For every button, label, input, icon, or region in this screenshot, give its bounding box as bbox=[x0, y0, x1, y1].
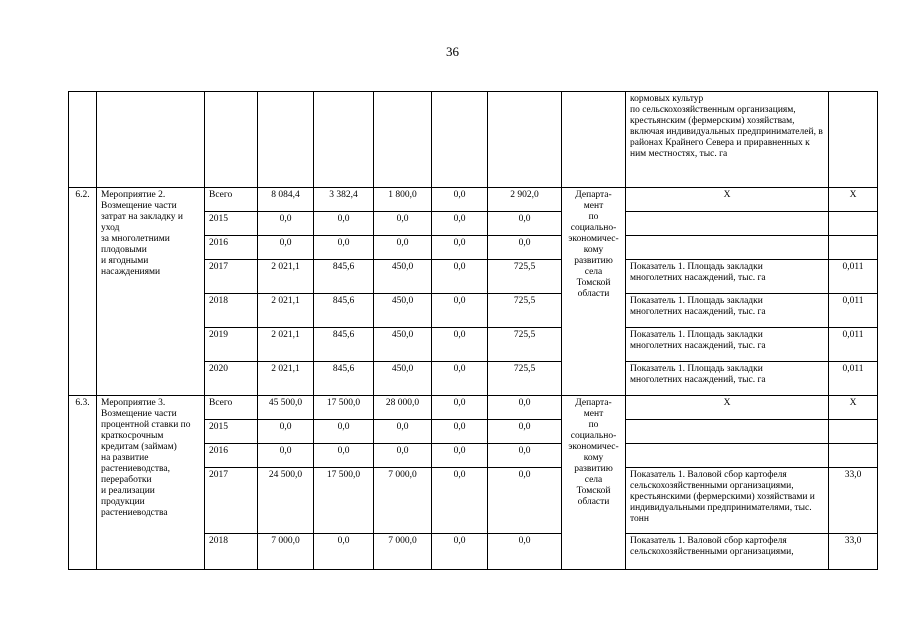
extra-budget-cell: 725,5 bbox=[488, 294, 562, 328]
indicator-value: Х bbox=[829, 396, 878, 420]
continuation-row bbox=[69, 92, 878, 188]
indicator-value: 0,011 bbox=[829, 294, 878, 328]
indicator-cell: Показатель 1. Площадь закладки многолетних насаждений, тыс. га bbox=[626, 294, 829, 328]
indicator-value: 0,011 bbox=[829, 260, 878, 294]
federal-cell: 845,6 bbox=[314, 260, 374, 294]
regional-cell: 1 800,0 bbox=[374, 188, 432, 212]
local-cell: 0,0 bbox=[432, 468, 488, 534]
extra-budget-cell: 2 902,0 bbox=[488, 188, 562, 212]
executor-cell: Департа- мент по социально- экономичес- кому развитию села Томской области bbox=[562, 188, 626, 396]
extra-budget-cell: 0,0 bbox=[488, 396, 562, 420]
local-cell: 0,0 bbox=[432, 420, 488, 444]
measure-name: Мероприятие 2. Возмещение части затрат на закладку и уход за многолетними плодовыми и ягодными насаждениями bbox=[97, 188, 205, 396]
extra-budget-cell: 0,0 bbox=[488, 236, 562, 260]
year-cell: 2019 bbox=[205, 328, 258, 362]
federal-cell: 0,0 bbox=[314, 534, 374, 570]
year-cell: 2016 bbox=[205, 444, 258, 468]
indicator-value: Х bbox=[829, 188, 878, 212]
local-cell: 0,0 bbox=[432, 362, 488, 396]
year-cell: 2018 bbox=[205, 534, 258, 570]
page-number: 36 bbox=[446, 44, 459, 59]
indicator-cell: кормовых культур по сельскохозяйственным организациям, крестьянским (фермерским) хозяйствам, включая индивидуальных предпринимателей, в районах Крайнего Севера и приравненных к ним местностях, тыс. га bbox=[626, 92, 829, 188]
year-cell: 2018 bbox=[205, 294, 258, 328]
regional-cell: 450,0 bbox=[374, 294, 432, 328]
total-cell: 0,0 bbox=[258, 236, 314, 260]
total-cell: 0,0 bbox=[258, 212, 314, 236]
federal-cell: 0,0 bbox=[314, 444, 374, 468]
table-row bbox=[69, 396, 878, 420]
empty-cell bbox=[97, 92, 205, 188]
regional-cell: 450,0 bbox=[374, 362, 432, 396]
total-cell: 0,0 bbox=[258, 420, 314, 444]
total-cell: 2 021,1 bbox=[258, 328, 314, 362]
empty-cell bbox=[432, 92, 488, 188]
empty-cell bbox=[258, 92, 314, 188]
indicator-cell: Показатель 1. Площадь закладки многолетних насаждений, тыс. га bbox=[626, 260, 829, 294]
regional-cell: 450,0 bbox=[374, 328, 432, 362]
year-cell: Всего bbox=[205, 188, 258, 212]
extra-budget-cell: 0,0 bbox=[488, 420, 562, 444]
total-cell: 7 000,0 bbox=[258, 534, 314, 570]
extra-budget-cell: 0,0 bbox=[488, 212, 562, 236]
regional-cell: 7 000,0 bbox=[374, 534, 432, 570]
total-cell: 2 021,1 bbox=[258, 294, 314, 328]
executor-cell: Департа- мент по социально- экономичес- кому развитию села Томской области bbox=[562, 396, 626, 570]
extra-budget-cell: 725,5 bbox=[488, 362, 562, 396]
empty-cell bbox=[374, 92, 432, 188]
year-cell: 2015 bbox=[205, 212, 258, 236]
indicator-cell bbox=[626, 236, 829, 260]
federal-cell: 0,0 bbox=[314, 420, 374, 444]
local-cell: 0,0 bbox=[432, 534, 488, 570]
indicator-cell: Показатель 1. Площадь закладки многолетних насаждений, тыс. га bbox=[626, 362, 829, 396]
extra-budget-cell: 725,5 bbox=[488, 328, 562, 362]
local-cell: 0,0 bbox=[432, 294, 488, 328]
local-cell: 0,0 bbox=[432, 260, 488, 294]
extra-budget-cell: 0,0 bbox=[488, 444, 562, 468]
federal-cell: 17 500,0 bbox=[314, 396, 374, 420]
year-cell: 2015 bbox=[205, 420, 258, 444]
year-cell: 2016 bbox=[205, 236, 258, 260]
indicator-value bbox=[829, 444, 878, 468]
regional-cell: 0,0 bbox=[374, 420, 432, 444]
indicator-value bbox=[829, 236, 878, 260]
local-cell: 0,0 bbox=[432, 328, 488, 362]
indicator-value: 33,0 bbox=[829, 534, 878, 570]
year-cell: Всего bbox=[205, 396, 258, 420]
regional-cell: 450,0 bbox=[374, 260, 432, 294]
empty-cell bbox=[314, 92, 374, 188]
federal-cell: 845,6 bbox=[314, 328, 374, 362]
federal-cell: 0,0 bbox=[314, 236, 374, 260]
extra-budget-cell: 0,0 bbox=[488, 468, 562, 534]
total-cell: 2 021,1 bbox=[258, 260, 314, 294]
federal-cell: 17 500,0 bbox=[314, 468, 374, 534]
regional-cell: 28 000,0 bbox=[374, 396, 432, 420]
regional-cell: 7 000,0 bbox=[374, 468, 432, 534]
local-cell: 0,0 bbox=[432, 188, 488, 212]
federal-cell: 3 382,4 bbox=[314, 188, 374, 212]
regional-cell: 0,0 bbox=[374, 236, 432, 260]
local-cell: 0,0 bbox=[432, 212, 488, 236]
indicator-cell bbox=[626, 212, 829, 236]
regional-cell: 0,0 bbox=[374, 444, 432, 468]
local-cell: 0,0 bbox=[432, 396, 488, 420]
regional-cell: 0,0 bbox=[374, 212, 432, 236]
total-cell: 2 021,1 bbox=[258, 362, 314, 396]
empty-cell bbox=[488, 92, 562, 188]
federal-cell: 845,6 bbox=[314, 294, 374, 328]
indicator-cell: Показатель 1. Площадь закладки многолетних насаждений, тыс. га bbox=[626, 328, 829, 362]
indicator-cell bbox=[626, 444, 829, 468]
indicator-cell: Показатель 1. Валовой сбор картофеля сельскохозяйственными организациями, крестьянскими (фермерскими) хозяйствами и индивидуальными предпринимателями, тыс. тонн bbox=[626, 468, 829, 534]
extra-budget-cell: 725,5 bbox=[488, 260, 562, 294]
total-cell: 0,0 bbox=[258, 444, 314, 468]
indicator-cell bbox=[626, 420, 829, 444]
indicator-value: 0,011 bbox=[829, 362, 878, 396]
section-number: 6.3. bbox=[69, 396, 97, 570]
total-cell: 24 500,0 bbox=[258, 468, 314, 534]
program-table bbox=[68, 91, 878, 570]
section-number: 6.2. bbox=[69, 188, 97, 396]
indicator-cell: Х bbox=[626, 188, 829, 212]
table-row bbox=[69, 188, 878, 212]
total-cell: 45 500,0 bbox=[258, 396, 314, 420]
indicator-value: 0,011 bbox=[829, 328, 878, 362]
indicator-value: 33,0 bbox=[829, 468, 878, 534]
indicator-cell: Х bbox=[626, 396, 829, 420]
year-cell: 2017 bbox=[205, 468, 258, 534]
federal-cell: 0,0 bbox=[314, 212, 374, 236]
local-cell: 0,0 bbox=[432, 444, 488, 468]
year-cell: 2017 bbox=[205, 260, 258, 294]
local-cell: 0,0 bbox=[432, 236, 488, 260]
empty-cell bbox=[562, 92, 626, 188]
indicator-value bbox=[829, 212, 878, 236]
indicator-cell: Показатель 1. Валовой сбор картофеля сельскохозяйственными организациями, bbox=[626, 534, 829, 570]
extra-budget-cell: 0,0 bbox=[488, 534, 562, 570]
total-cell: 8 084,4 bbox=[258, 188, 314, 212]
federal-cell: 845,6 bbox=[314, 362, 374, 396]
empty-cell bbox=[69, 92, 97, 188]
empty-cell bbox=[829, 92, 878, 188]
indicator-value bbox=[829, 420, 878, 444]
empty-cell bbox=[205, 92, 258, 188]
year-cell: 2020 bbox=[205, 362, 258, 396]
measure-name: Мероприятие 3. Возмещение части процентной ставки по краткосрочным кредитам (займам) на развитие растениеводства, переработки и реализации продукции растениеводства bbox=[97, 396, 205, 570]
